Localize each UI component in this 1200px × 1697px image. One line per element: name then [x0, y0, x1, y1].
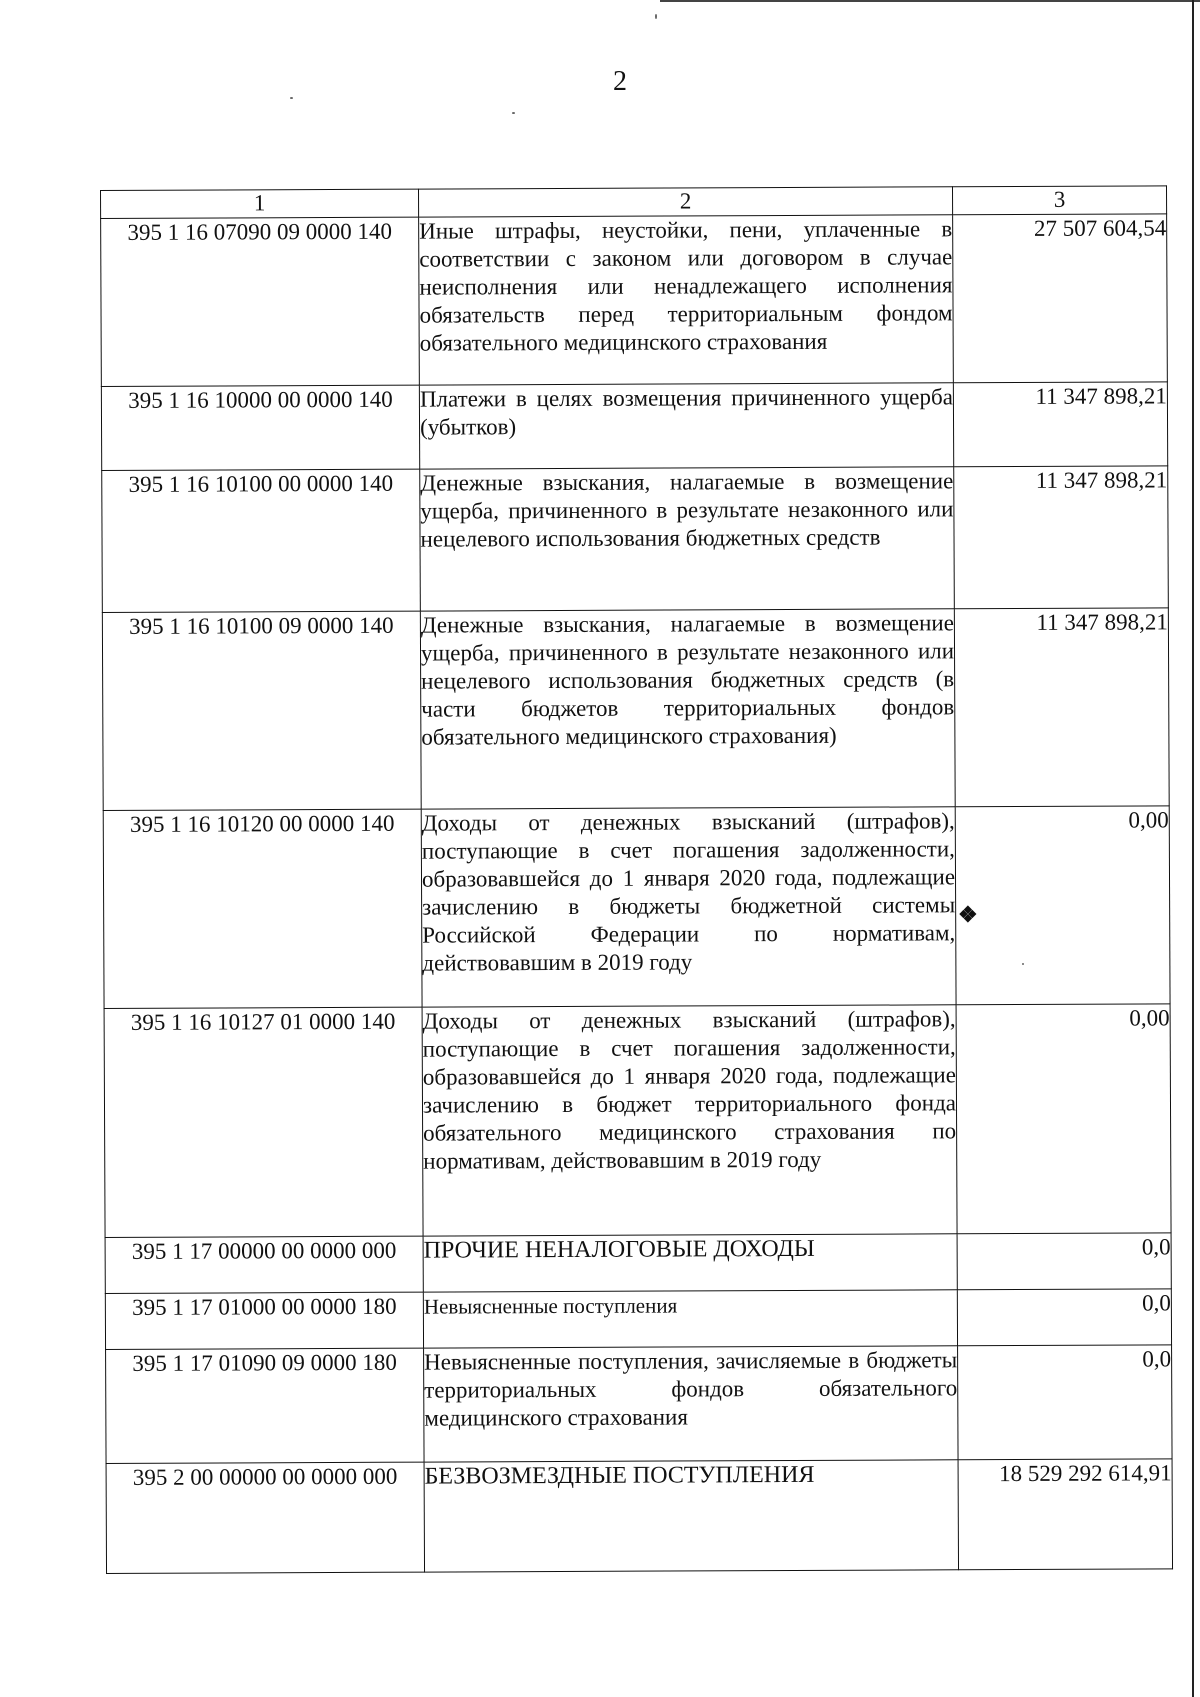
table-row — [101, 382, 1167, 471]
table-row — [103, 806, 1170, 1009]
stray-pen-mark: ❖ — [958, 902, 978, 927]
revenue-amount: 11 347 898,21 — [953, 382, 1167, 467]
revenue-description: Денежные взыскания, налагаемые в возмещение ущерба, причиненного в результате незаконного или нецелевого использования бюджетных средств (в части бюджетов территориальных фондов обязательного медицинского страхования) — [420, 609, 955, 809]
budget-code: 395 1 16 10100 00 0000 140 — [102, 469, 421, 612]
table-row — [102, 608, 1169, 811]
budget-code: 395 1 16 10120 00 0000 140 — [103, 809, 422, 1008]
revenue-amount: 27 507 604,54 — [953, 214, 1168, 383]
budget-code: 395 1 16 10127 01 0000 140 — [104, 1007, 423, 1237]
table-row — [106, 1459, 1172, 1574]
column-header-amount: 3 — [952, 186, 1166, 215]
revenue-amount: 11 347 898,21 — [954, 608, 1169, 807]
budget-code: 395 1 17 00000 00 0000 000 — [105, 1236, 423, 1293]
column-header-code: 1 — [101, 189, 419, 218]
budget-code: 395 1 16 10000 00 0000 140 — [101, 385, 419, 470]
scan-edge-top — [660, 0, 1200, 2]
revenue-description: Невыясненные поступления — [423, 1290, 957, 1348]
budget-code: 395 1 17 01090 09 0000 180 — [106, 1348, 424, 1463]
revenue-amount: 0,0 — [957, 1289, 1171, 1346]
revenue-amount: 18 529 292 614,91 — [958, 1459, 1172, 1570]
revenue-table — [100, 185, 1173, 1574]
budget-code: 395 1 17 01000 00 0000 180 — [105, 1292, 423, 1349]
scan-speck — [512, 112, 515, 114]
table-row — [102, 466, 1169, 613]
revenue-description: Денежные взыскания, налагаемые в возмещение ущерба, причиненного в результате незаконного или нецелевого использования бюджетных средств — [420, 467, 955, 611]
column-header-description: 2 — [418, 187, 952, 217]
table-row — [106, 1345, 1172, 1464]
budget-code: 395 1 16 07090 09 0000 140 — [101, 217, 420, 386]
scan-edge-right — [1192, 0, 1194, 1697]
budget-code: 395 1 16 10100 09 0000 140 — [102, 611, 421, 810]
table-row — [105, 1233, 1171, 1294]
table-row — [105, 1289, 1171, 1350]
revenue-amount: 0,00 — [956, 1004, 1171, 1234]
budget-code: 395 2 00 00000 00 0000 000 — [106, 1462, 424, 1573]
revenue-description: Платежи в целях возмещения причиненного ущерба (убытков) — [419, 383, 953, 469]
revenue-description: Доходы от денежных взысканий (штрафов), поступающие в счет погашения задолженности, образовавшейся до 1 января 2020 года, подлежащие зачислению в бюджет территориального фонда обязательного медицинского страхования по нормативам, действовавшим в 2019 году — [422, 1005, 957, 1236]
revenue-description: Иные штрафы, неустойки, пени, уплаченные в соответствии с законом или договором в случае неисполнения или ненадлежащего исполнения обязательств перед территориальным фондом обязательного медицинского страхования — [419, 215, 954, 385]
table-row — [101, 214, 1168, 387]
revenue-amount: 11 347 898,21 — [954, 466, 1169, 609]
revenue-description: БЕЗВОЗМЕЗДНЫЕ ПОСТУПЛЕНИЯ — [424, 1460, 958, 1572]
page-number: 2 — [613, 66, 627, 97]
table-row — [104, 1004, 1171, 1238]
scan-speck — [655, 14, 657, 19]
revenue-amount: 0,00 — [955, 806, 1170, 1005]
revenue-description: Невыясненные поступления, зачисляемые в бюджеты территориальных фондов обязательного медицинского страхования — [424, 1346, 958, 1462]
revenue-amount: 0,0 — [958, 1345, 1172, 1460]
revenue-description: Доходы от денежных взысканий (штрафов), поступающие в счет погашения задолженности, образовавшейся до 1 января 2020 года, подлежащие зачислению в бюджеты бюджетной системы Российской Федерации по нормативам, действовавшим в 2019 году — [421, 807, 956, 1007]
revenue-amount: 0,0 — [957, 1233, 1171, 1290]
revenue-description: ПРОЧИЕ НЕНАЛОГОВЫЕ ДОХОДЫ — [423, 1234, 957, 1292]
